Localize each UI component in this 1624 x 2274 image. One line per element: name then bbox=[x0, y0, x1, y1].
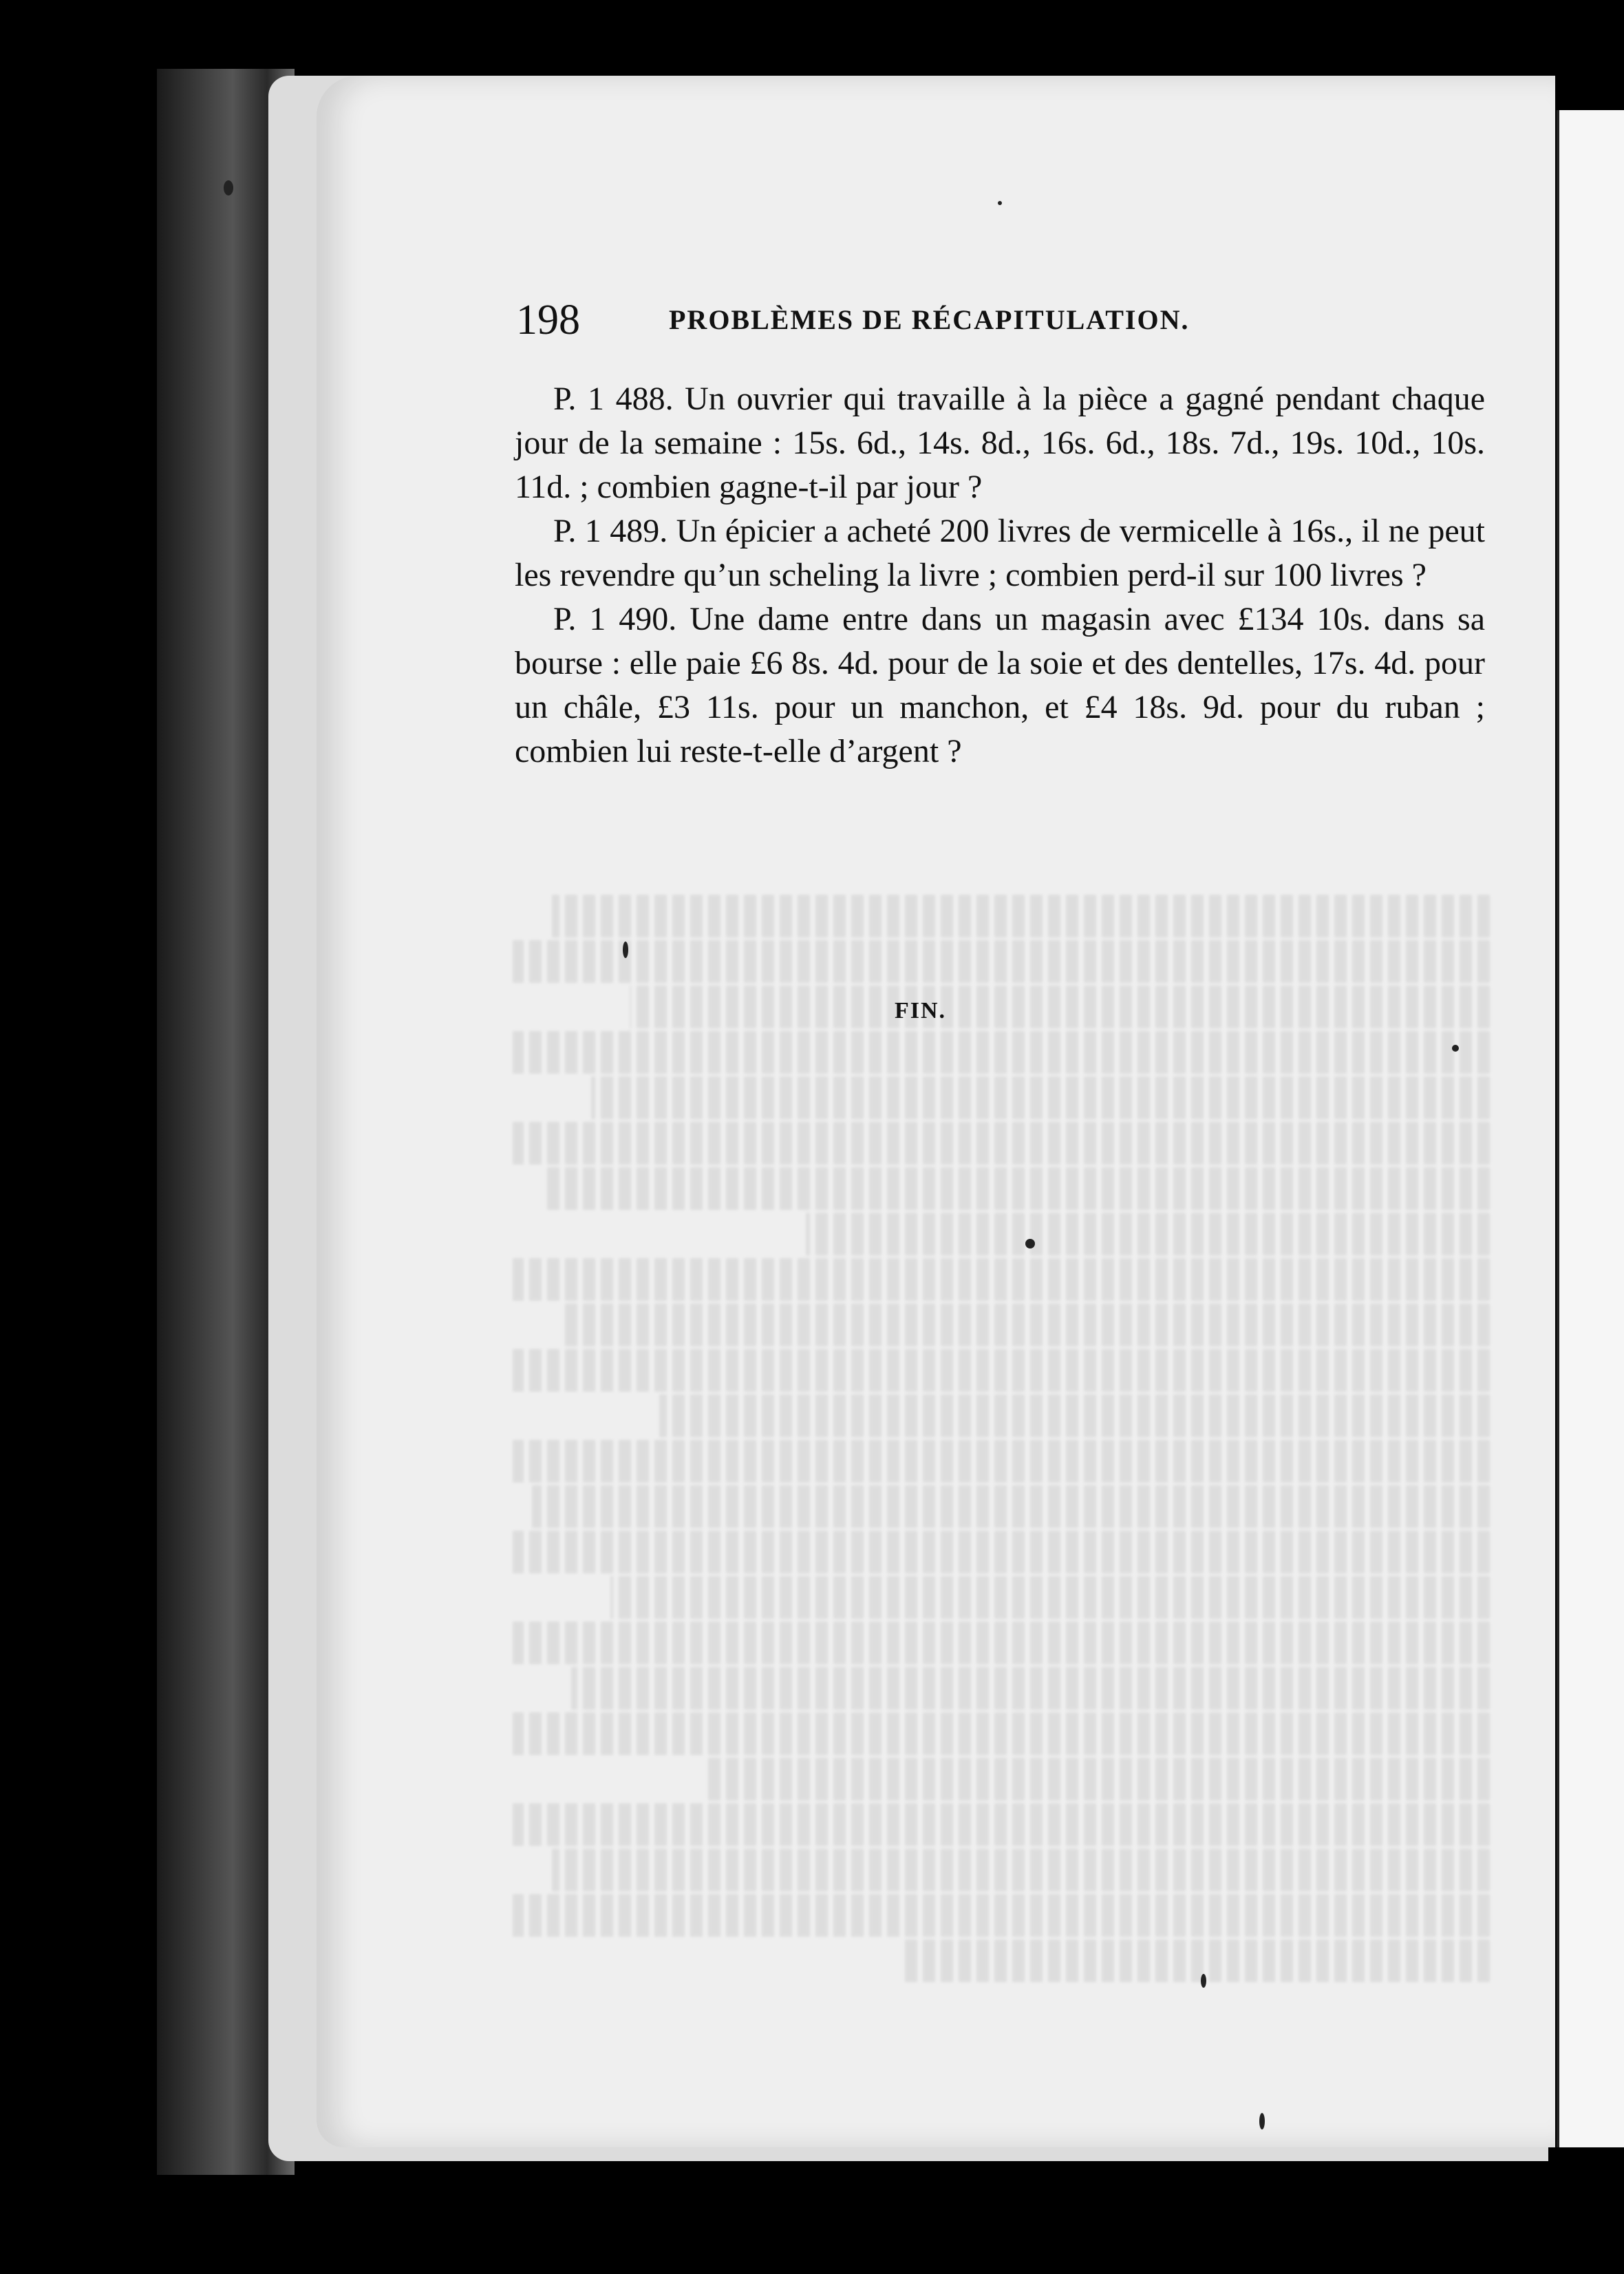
page-header bbox=[516, 289, 1356, 351]
ink-speck bbox=[1025, 1239, 1035, 1248]
facing-page-edge bbox=[1557, 110, 1624, 2147]
problem-1489: P. 1 489. Un épicier a acheté 200 livres de vermicelle à 16s., il ne peut les revendre qu’un scheling la livre ; combien perd-il sur 100 livres ? bbox=[515, 513, 1485, 593]
ink-speck bbox=[1452, 1045, 1459, 1052]
end-mark: FIN. bbox=[895, 998, 947, 1023]
ink-speck bbox=[1259, 2113, 1265, 2129]
ink-speck bbox=[998, 201, 1002, 205]
show-through-text bbox=[513, 895, 1490, 1985]
problem-1490: P. 1 490. Une dame entre dans un magasin avec £134 10s. dans sa bourse : elle paie £6 8s. 4d. pour de la soie et des dentelles, 17s. 4d. pour un châle, £3 11s. pour un manchon, et £4 18s. 9d. pour du ruban ; combien lui reste-t-elle d’argent ? bbox=[515, 601, 1485, 769]
page-number: 198 bbox=[516, 297, 580, 343]
ink-speck bbox=[224, 180, 233, 195]
page-body bbox=[515, 377, 1485, 774]
problem-1488: P. 1 488. Un ouvrier qui travaille à la pièce a gagné pendant chaque jour de la semaine : 15s. 6d., 14s. 8d., 16s. 6d., 18s. 7d., 19s. 10d., 10s. 11d. ; combien gagne-t-il par jour ? bbox=[515, 381, 1485, 505]
running-title: PROBLÈMES DE RÉCAPITULATION. bbox=[669, 304, 1190, 335]
ink-speck bbox=[1201, 1974, 1206, 1988]
ink-speck bbox=[623, 942, 628, 958]
